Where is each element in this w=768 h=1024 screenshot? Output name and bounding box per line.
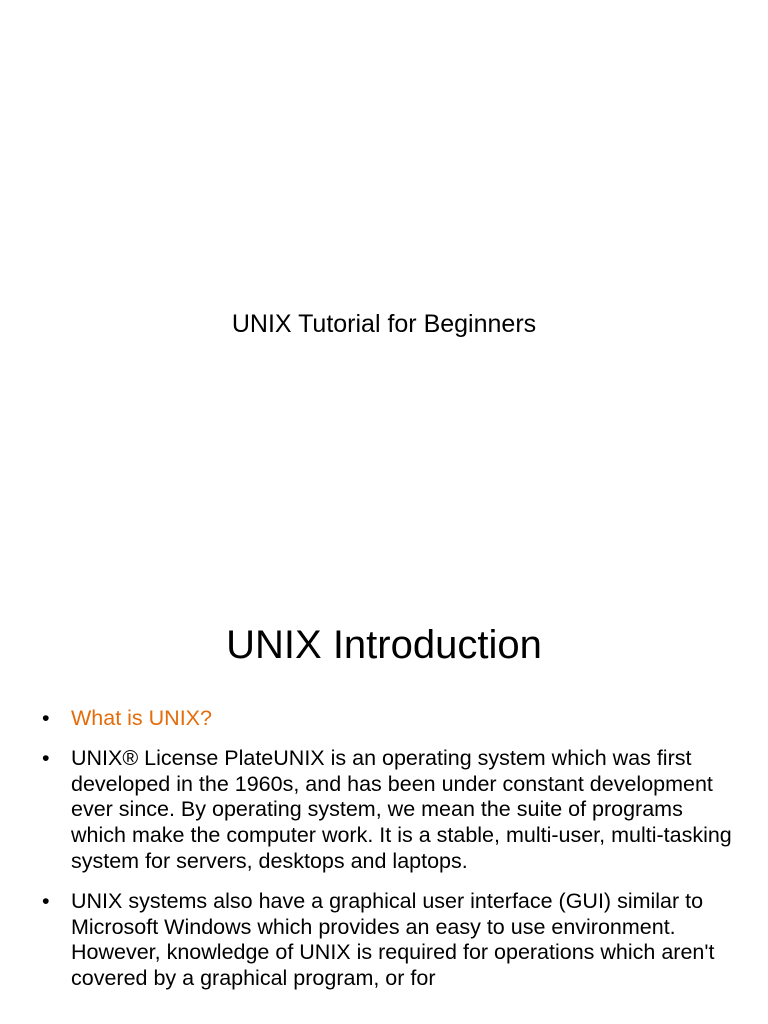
slide-2-title: UNIX Introduction [226, 623, 542, 667]
bullet-dot-icon: • [42, 745, 50, 770]
bullet-dot-icon: • [42, 706, 50, 730]
slide-1-title: UNIX Tutorial for Beginners [231, 310, 537, 338]
bullet-text: UNIX systems also have a graphical user interface (GUI) similar to Microsoft Windows which provides an easy to use environment. However, knowledge of UNIX is required for operations which aren't covered by a graphical program, or for [71, 888, 715, 991]
bullet-list [0, 706, 768, 1006]
bullet-link-text[interactable]: What is UNIX? [71, 706, 212, 730]
bullet-item-unix-gui [0, 889, 768, 992]
bullet-text: UNIX® License PlateUNIX is an operating system which was first developed in the 1960s, and has been under constant development ever since. By operating system, we mean the suite of programs which make the computer work. It is a stable, multi-user, multi-tasking system for servers, desktops and laptops. [71, 745, 732, 873]
bullet-item-unix-overview [0, 746, 768, 875]
bullet-item-what-is-unix[interactable] [0, 706, 768, 732]
bullet-dot-icon: • [42, 888, 50, 913]
